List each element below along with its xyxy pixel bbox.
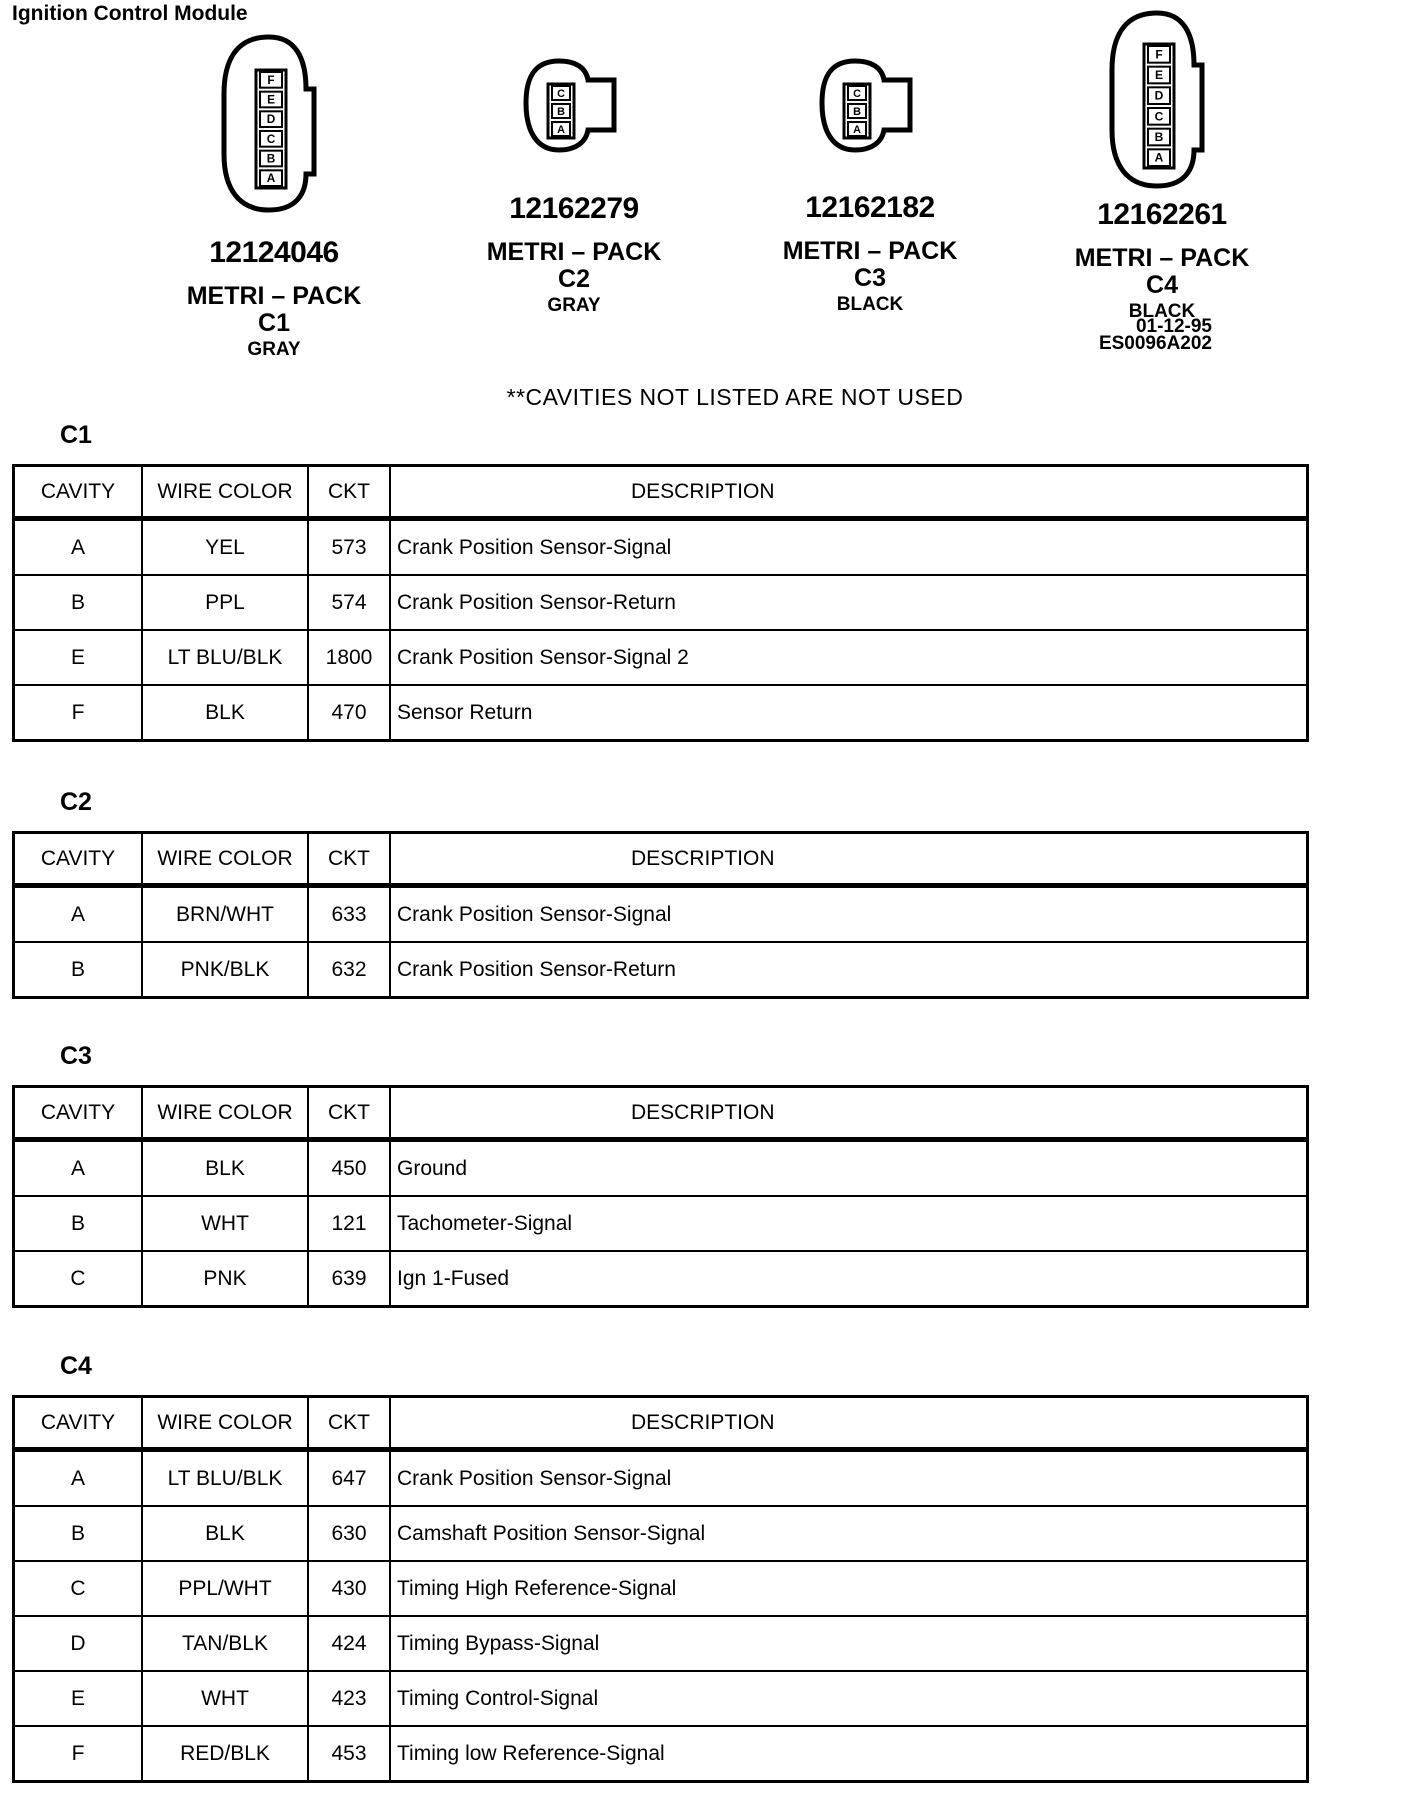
description-cell: Crank Position Sensor-Signal	[390, 1450, 1308, 1507]
figure-ref: ES0096A202	[1098, 333, 1212, 354]
table-header-row	[14, 466, 1308, 519]
table-row	[14, 575, 1308, 630]
cavity-cell: A	[14, 1450, 143, 1507]
header-cavity: CAVITY	[14, 1087, 143, 1140]
header-ckt: CKT	[308, 833, 390, 886]
connector-c1-id: C1	[258, 309, 290, 337]
cavity-cell: A	[14, 519, 143, 576]
cavity-cell: C	[14, 1251, 143, 1307]
table-row	[14, 1140, 1308, 1197]
table-header-row	[14, 833, 1308, 886]
connector-c4-color: BLACK	[1128, 301, 1196, 322]
wire-color-cell: BLK	[142, 1140, 308, 1197]
ckt-cell: 632	[308, 942, 390, 998]
description-cell: Timing low Reference-Signal	[390, 1726, 1308, 1782]
header-wire-color: WIRE COLOR	[142, 833, 308, 886]
section-label-c4: C4	[60, 1352, 92, 1380]
description-cell: Crank Position Sensor-Signal	[390, 519, 1308, 576]
ckt-cell: 470	[308, 685, 390, 741]
figure-date: 01-12-95	[1135, 316, 1212, 337]
wire-color-cell: BLK	[142, 1506, 308, 1561]
ckt-cell: 574	[308, 575, 390, 630]
cavity-cell: E	[14, 1671, 143, 1726]
table-row	[14, 1561, 1308, 1616]
connector-c3-drawing	[810, 58, 930, 154]
connector-c1-color: GRAY	[247, 339, 301, 360]
connector-c2-type: METRI – PACK	[486, 238, 662, 266]
wire-color-cell: RED/BLK	[142, 1726, 308, 1782]
section-label-c2: C2	[60, 788, 92, 816]
wire-color-cell: PPL/WHT	[142, 1561, 308, 1616]
pin-label: F	[267, 72, 275, 87]
wire-color-cell: PNK	[142, 1251, 308, 1307]
ckt-cell: 121	[308, 1196, 390, 1251]
description-cell: Sensor Return	[390, 685, 1308, 741]
table-row	[14, 519, 1308, 576]
connector-c4-part: 12162261	[1097, 198, 1227, 231]
pinout-table-c4	[12, 1395, 1309, 1783]
header-wire-color: WIRE COLOR	[142, 1397, 308, 1450]
cavity-cell: E	[14, 630, 143, 685]
description-cell: Camshaft Position Sensor-Signal	[390, 1506, 1308, 1561]
connector-c2-drawing	[514, 58, 634, 154]
description-cell: Timing Control-Signal	[390, 1671, 1308, 1726]
table-row	[14, 1450, 1308, 1507]
cavity-cell: A	[14, 886, 143, 943]
header-wire-color: WIRE COLOR	[142, 1087, 308, 1140]
wire-color-cell: YEL	[142, 519, 308, 576]
header-description: DESCRIPTION	[390, 1397, 1308, 1450]
table-row	[14, 1671, 1308, 1726]
description-cell: Crank Position Sensor-Return	[390, 575, 1308, 630]
table-row	[14, 685, 1308, 741]
pin-label: E	[267, 92, 275, 107]
table-row	[14, 1616, 1308, 1671]
wire-color-cell: WHT	[142, 1196, 308, 1251]
header-cavity: CAVITY	[14, 466, 143, 519]
header-cavity: CAVITY	[14, 1397, 143, 1450]
header-description: DESCRIPTION	[390, 833, 1308, 886]
cavity-cell: B	[14, 1506, 143, 1561]
description-cell: Timing High Reference-Signal	[390, 1561, 1308, 1616]
cavity-cell: C	[14, 1561, 143, 1616]
header-ckt: CKT	[308, 1397, 390, 1450]
module-title: Ignition Control Module	[12, 2, 248, 25]
ckt-cell: 423	[308, 1671, 390, 1726]
table-row	[14, 942, 1308, 998]
description-cell: Ign 1-Fused	[390, 1251, 1308, 1307]
ckt-cell: 430	[308, 1561, 390, 1616]
table-row	[14, 1251, 1308, 1307]
header-description: DESCRIPTION	[390, 466, 1308, 519]
pin-label: B	[266, 151, 276, 166]
pin-label: C	[266, 131, 276, 146]
connector-c3-part: 12162182	[805, 191, 935, 224]
figure-code	[1099, 318, 1212, 352]
ckt-cell: 573	[308, 519, 390, 576]
ckt-cell: 1800	[308, 630, 390, 685]
section-label-c1: C1	[60, 421, 92, 449]
header-ckt: CKT	[308, 1087, 390, 1140]
ckt-cell: 633	[308, 886, 390, 943]
ckt-cell: 647	[308, 1450, 390, 1507]
table-header-row	[14, 1087, 1308, 1140]
ckt-cell: 453	[308, 1726, 390, 1782]
description-cell: Tachometer-Signal	[390, 1196, 1308, 1251]
ckt-cell: 424	[308, 1616, 390, 1671]
pin-label: B	[853, 106, 861, 118]
wire-color-cell: LT BLU/BLK	[142, 1450, 308, 1507]
pin-label: A	[266, 171, 276, 186]
ckt-cell: 639	[308, 1251, 390, 1307]
pin-label: F	[1155, 47, 1163, 62]
cavity-cell: A	[14, 1140, 143, 1197]
table-row	[14, 1726, 1308, 1782]
cavity-cell: D	[14, 1616, 143, 1671]
connector-c2	[444, 58, 704, 317]
connector-c2-color: GRAY	[547, 295, 601, 316]
connector-c4	[1032, 10, 1292, 323]
connector-c2-id: C2	[558, 265, 590, 293]
connector-c2-part: 12162279	[509, 192, 639, 225]
wire-color-cell: WHT	[142, 1671, 308, 1726]
header-wire-color: WIRE COLOR	[142, 466, 308, 519]
ckt-cell: 450	[308, 1140, 390, 1197]
section-label-c3: C3	[60, 1042, 92, 1070]
cavity-cell: B	[14, 575, 143, 630]
pinout-table-c3	[12, 1085, 1309, 1308]
pinout-table-c1	[12, 464, 1309, 742]
connector-c4-type: METRI – PACK	[1074, 244, 1250, 272]
pin-label: C	[1154, 109, 1164, 124]
table-row	[14, 1196, 1308, 1251]
pin-label: C	[853, 88, 861, 100]
cavity-cell: B	[14, 1196, 143, 1251]
pin-label: D	[1154, 88, 1164, 103]
connector-c3-color: BLACK	[836, 294, 904, 315]
header-ckt: CKT	[308, 466, 390, 519]
wire-color-cell: PPL	[142, 575, 308, 630]
connector-c4-drawing	[1102, 10, 1222, 190]
connector-c1	[144, 34, 404, 361]
table-header-row	[14, 1397, 1308, 1450]
connector-c3-type: METRI – PACK	[782, 237, 958, 265]
wire-color-cell: TAN/BLK	[142, 1616, 308, 1671]
pin-label: E	[1154, 68, 1164, 82]
description-cell: Crank Position Sensor-Signal 2	[390, 630, 1308, 685]
connector-c1-drawing	[214, 34, 334, 214]
pin-label: D	[266, 112, 276, 127]
wire-color-cell: LT BLU/BLK	[142, 630, 308, 685]
pin-label: C	[557, 88, 565, 100]
pin-label: A	[557, 124, 565, 136]
connector-c4-id: C4	[1146, 271, 1178, 299]
pin-label: B	[557, 106, 565, 118]
pin-label: B	[1154, 130, 1164, 144]
cavity-cell: F	[14, 685, 143, 741]
cavity-cell: B	[14, 942, 143, 998]
description-cell: Crank Position Sensor-Signal	[390, 886, 1308, 943]
pinout-table-c2	[12, 831, 1309, 999]
cavity-cell: F	[14, 1726, 143, 1782]
ckt-cell: 630	[308, 1506, 390, 1561]
table-row	[14, 1506, 1308, 1561]
cavities-notice: **CAVITIES NOT LISTED ARE NOT USED	[506, 384, 964, 410]
header-description: DESCRIPTION	[390, 1087, 1308, 1140]
connector-c1-part: 12124046	[209, 236, 339, 269]
pin-label: A	[1154, 150, 1164, 165]
wire-color-cell: PNK/BLK	[142, 942, 308, 998]
wire-color-cell: BRN/WHT	[142, 886, 308, 943]
header-cavity: CAVITY	[14, 833, 143, 886]
description-cell: Ground	[390, 1140, 1308, 1197]
pin-label: A	[853, 124, 861, 136]
connector-c3	[740, 58, 1000, 316]
connector-c3-id: C3	[854, 264, 886, 292]
table-row	[14, 886, 1308, 943]
wire-color-cell: BLK	[142, 685, 308, 741]
description-cell: Timing Bypass-Signal	[390, 1616, 1308, 1671]
description-cell: Crank Position Sensor-Return	[390, 942, 1308, 998]
table-row	[14, 630, 1308, 685]
connector-c1-type: METRI – PACK	[186, 282, 362, 310]
